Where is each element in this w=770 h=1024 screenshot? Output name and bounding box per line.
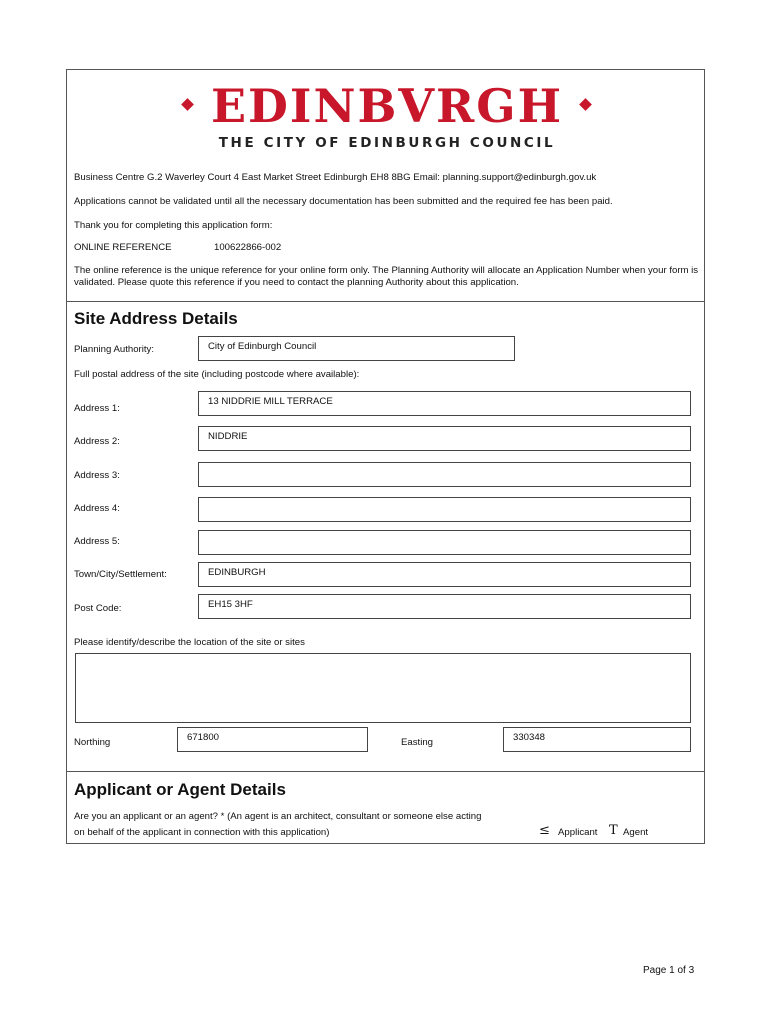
address3-label: Address 3:: [74, 470, 120, 481]
online-reference-value: 100622866-002: [214, 242, 282, 253]
edinburgh-council-logo: [177, 78, 597, 156]
applicant-agent-title: Applicant or Agent Details: [74, 780, 286, 799]
address2-label: Address 2:: [74, 436, 120, 447]
town-field[interactable]: EDINBURGH: [198, 562, 691, 587]
town-label: Town/City/Settlement:: [74, 569, 167, 580]
address3-field[interactable]: [198, 462, 691, 487]
address1-label: Address 1:: [74, 403, 120, 414]
address4-label: Address 4:: [74, 503, 120, 514]
applicant-option-label: Applicant: [558, 827, 598, 838]
site-address-title: Site Address Details: [74, 309, 238, 328]
council-address: Business Centre G.2 Waverley Court 4 East Market Street Edinburgh EH8 8BG Email: planning.support@edinburgh.gov.uk: [74, 172, 597, 183]
form-header: [67, 70, 704, 302]
address4-field[interactable]: [198, 497, 691, 522]
page-number: Page 1 of 3: [643, 965, 695, 976]
postcode-field[interactable]: EH15 3HF: [198, 594, 691, 619]
easting-field[interactable]: 330348: [503, 727, 691, 752]
logo-wordmark: EDINBVRGH: [210, 79, 564, 133]
reference-note: The online reference is the unique reference for your online form only. The Planning Authority will allocate an Application Number when your form is validated. Please quote this reference if you need to contact the planning Authority about this application.: [74, 265, 699, 288]
postal-address-intro: Full postal address of the site (including postcode where available):: [74, 369, 360, 380]
address5-field[interactable]: [198, 530, 691, 555]
northing-field[interactable]: 671800: [177, 727, 368, 752]
form-page: [66, 69, 705, 844]
address2-field[interactable]: NIDDRIE: [198, 426, 691, 451]
online-reference-label: ONLINE REFERENCE: [74, 242, 172, 253]
postcode-label: Post Code:: [74, 603, 122, 614]
northing-label: Northing: [74, 737, 111, 748]
section-divider: [67, 301, 704, 302]
applicant-question-line1: Are you an applicant or an agent? * (An agent is an architect, consultant or someone else acting: [74, 811, 482, 822]
applicant-radio[interactable]: ≤: [539, 823, 550, 838]
applicant-question-line2: on behalf of the applicant in connection with this application): [74, 827, 330, 838]
planning-authority-label: Planning Authority:: [74, 344, 155, 355]
planning-authority-field[interactable]: City of Edinburgh Council: [198, 336, 515, 361]
address1-field[interactable]: 13 NIDDRIE MILL TERRACE: [198, 391, 691, 416]
section-divider: [67, 771, 704, 772]
thanks-text: Thank you for completing this application form:: [74, 220, 273, 231]
location-prompt: Please identify/describe the location of the site or sites: [74, 637, 305, 648]
agent-radio[interactable]: T: [609, 823, 618, 838]
agent-option-label: Agent: [623, 827, 649, 838]
logo-subtitle: THE CITY OF EDINBURGH COUNCIL: [218, 135, 556, 151]
address5-label: Address 5:: [74, 536, 120, 547]
validation-note: Applications cannot be validated until all the necessary documentation has been submitted and the required fee has been paid.: [74, 196, 613, 207]
location-description-field[interactable]: [75, 653, 691, 723]
easting-label: Easting: [401, 737, 433, 748]
